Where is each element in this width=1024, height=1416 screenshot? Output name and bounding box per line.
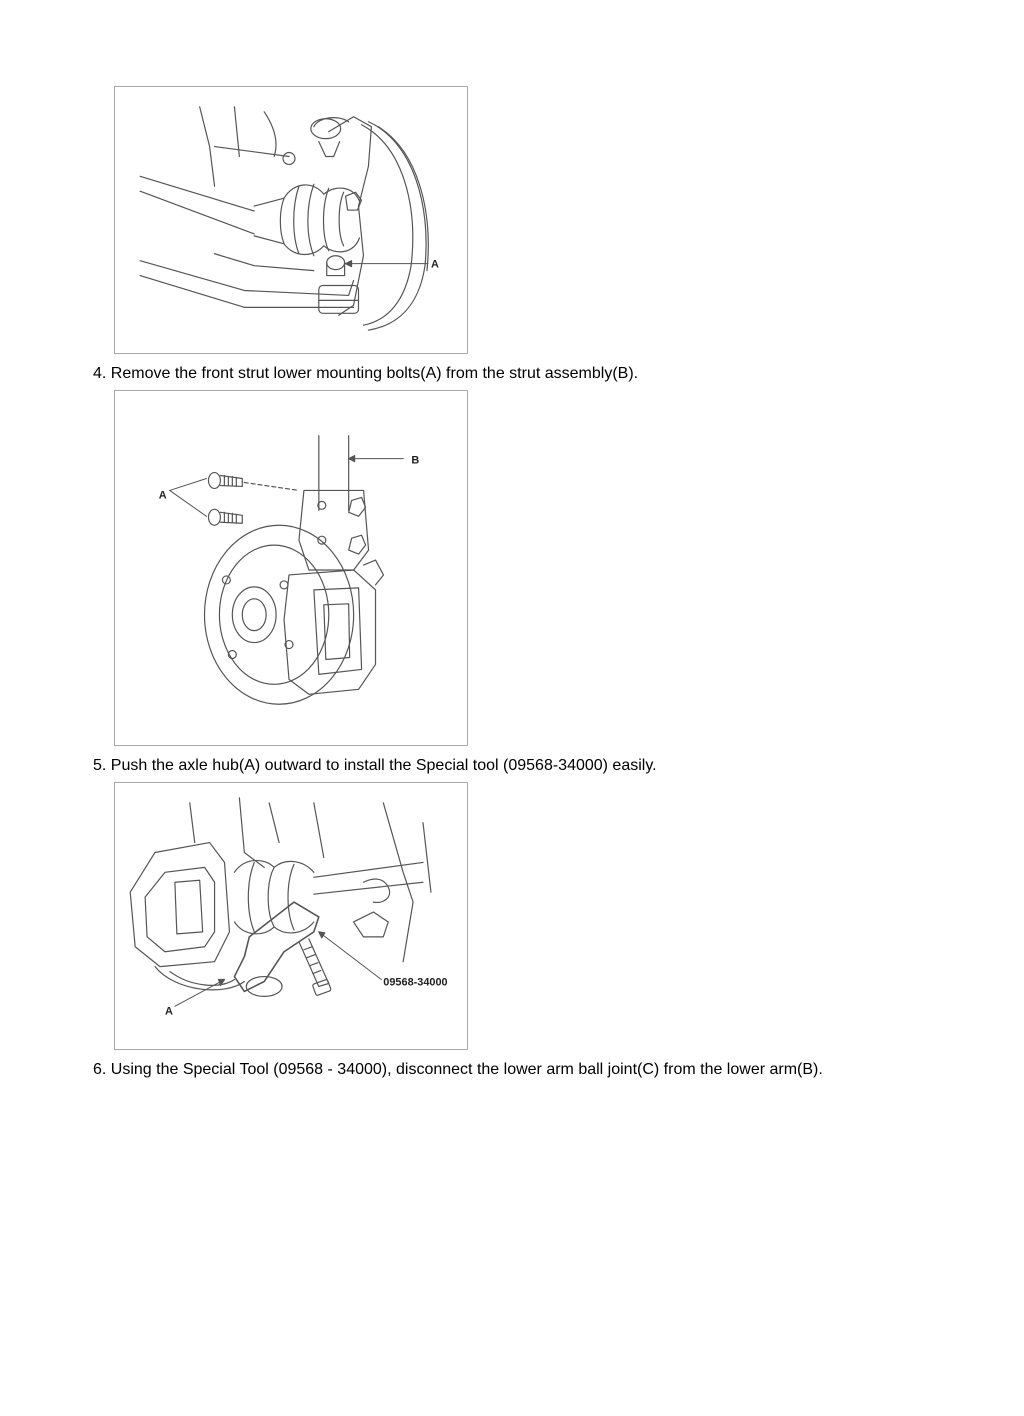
figure-strut-bolts-illustration [114, 390, 468, 746]
figure-lower-arm-illustration [114, 86, 468, 354]
special-tool-drawing [115, 783, 467, 1049]
callout-b-label: B [411, 454, 420, 467]
lower-arm-drawing [115, 87, 467, 353]
callout-a-label: A [164, 1005, 173, 1018]
tool-number-label: 09568-34000 [383, 976, 448, 989]
step-5-instruction: 5. Push the axle hub(A) outward to install the Special tool (09568-34000) easily. [93, 757, 657, 774]
callout-a-label: A [430, 258, 439, 271]
strut-bolts-drawing [115, 391, 467, 745]
step-6-instruction: 6. Using the Special Tool (09568 - 34000), disconnect the lower arm ball joint(C) from the lower arm(B). [93, 1061, 823, 1078]
callout-a-label: A [158, 489, 167, 502]
step-4-instruction: 4. Remove the front strut lower mounting bolts(A) from the strut assembly(B). [93, 365, 639, 382]
figure-special-tool-illustration [114, 782, 468, 1050]
